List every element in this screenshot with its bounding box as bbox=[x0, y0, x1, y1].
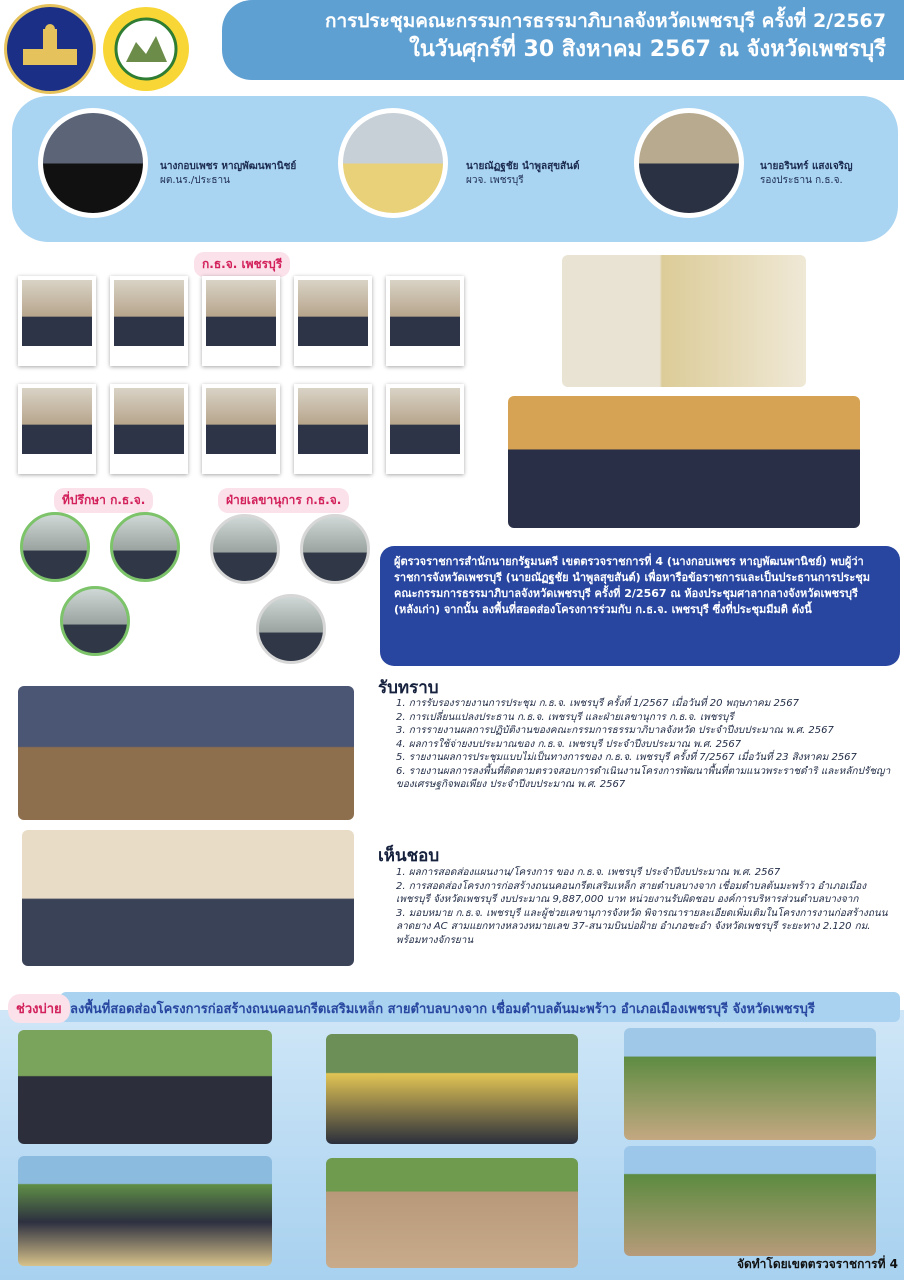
afternoon-banner: ลงพื้นที่สอดส่องโครงการก่อสร้างถนนคอนกรีตเสริมเหล็ก สายตำบลบางจาก เชื่อมตำบลต้นมะพร้าว อำเภอเมืองเพชรบุรี จังหวัดเพชรบุรี bbox=[60, 992, 900, 1022]
acknowledged-heading: รับทราบ bbox=[378, 678, 439, 698]
acknowledged-item: 2. การเปลี่ยนแปลงประธาน ก.ธ.จ. เพชรบุรี และฝ่ายเลขานุการ ก.ธ.จ. เพชรบุรี bbox=[396, 711, 734, 723]
chair-caption-1 bbox=[160, 160, 296, 188]
acknowledged-list bbox=[382, 697, 892, 792]
committee-photo bbox=[18, 276, 96, 366]
header-title bbox=[222, 0, 904, 80]
approved-heading: เห็นชอบ bbox=[378, 846, 440, 866]
approved-list bbox=[382, 866, 892, 947]
site-photo bbox=[18, 1030, 272, 1144]
footer-credit: จัดทำโดยเขตตรวจราชการที่ 4 bbox=[736, 1257, 898, 1271]
committee-photo bbox=[386, 276, 464, 366]
logo-ministry bbox=[4, 4, 96, 94]
meeting-photo-handover bbox=[562, 255, 806, 387]
site-photo bbox=[326, 1158, 578, 1268]
chair-role-2: ผวจ. เพชรบุรี bbox=[466, 175, 524, 186]
title-line-1: การประชุมคณะกรรมการธรรมาภิบาลจังหวัดเพชรบุรี ครั้งที่ 2/2567 bbox=[324, 10, 886, 32]
approved-item: 2. การสอดส่องโครงการก่อสร้างถนนคอนกรีตเสริมเหล็ก สายตำบลบางจาก เชื่อมตำบลต้นมะพร้าว อำเภอเมืองเพชรบุรี จังหวัดเพชรบุรี งบประมาณ 9,887,000 บาท หน่วยงานรับผิดชอบ องค์การบริหารส่วนตำบลบางจาก bbox=[396, 880, 867, 905]
logo-phetchaburi bbox=[100, 4, 192, 94]
committee-photo bbox=[294, 276, 372, 366]
approved-item: 1. ผลการสอดส่องแผนงาน/โครงการ ของ ก.ธ.จ. เพชรบุรี ประจำปีงบประมาณ พ.ศ. 2567 bbox=[396, 867, 781, 878]
advisor-photo bbox=[110, 512, 180, 582]
site-photo bbox=[326, 1034, 578, 1144]
chair-photo-1 bbox=[38, 108, 148, 218]
chair-caption-2 bbox=[466, 160, 580, 188]
chair-role-3: รองประธาน ก.ธ.จ. bbox=[760, 175, 843, 186]
title-line-2: ในวันศุกร์ที่ 30 สิงหาคม 2567 ณ จังหวัดเพชรบุรี bbox=[409, 37, 886, 62]
committee-photo bbox=[386, 384, 464, 474]
chair-photo-2 bbox=[338, 108, 448, 218]
committee-photo bbox=[202, 384, 280, 474]
committee-photo bbox=[202, 276, 280, 366]
meeting-room-photo-1 bbox=[18, 686, 354, 820]
chair-name-3: นายอรินทร์ แสงเจริญ bbox=[760, 161, 853, 172]
acknowledged-item: 3. การรายงานผลการปฏิบัติงานของคณะกรรมการธรรมาภิบาลจังหวัด ประจำปีงบประมาณ พ.ศ. 2567 bbox=[396, 725, 834, 736]
secretariat-photo bbox=[210, 514, 280, 584]
summary-box: ผู้ตรวจราชการสำนักนายกรัฐมนตรี เขตตรวจราชการที่ 4 (นางกอบเพชร หาญพัฒนพานิชย์) พบผู้ว่าราชการจังหวัดเพชรบุรี (นายณัฏฐชัย นำพูลสุขสันต์) เพื่อหารือข้อราชการและเป็นประธานการประชุมคณะกรรมการธรรมาภิบาลจังหวัดเพชรบุรี ครั้งที่ 2/2567 ณ ห้องประชุมศาลากลางจังหวัดเพชรบุรี (หลังเก่า) จากนั้น ลงพื้นที่สอดส่องโครงการร่วมกับ ก.ธ.จ. เพชรบุรี ซึ่งที่ประชุมมีมติ ดังนี้ bbox=[380, 546, 900, 666]
committee-label: ก.ธ.จ. เพชรบุรี bbox=[194, 252, 290, 277]
committee-photo bbox=[18, 384, 96, 474]
chair-name-2: นายณัฏฐชัย นำพูลสุขสันต์ bbox=[466, 161, 580, 172]
secretariat-photo bbox=[300, 514, 370, 584]
chair-caption-3 bbox=[760, 160, 853, 188]
chair-role-1: ผต.นร./ประธาน bbox=[160, 175, 230, 186]
acknowledged-item: 1. การรับรองรายงานการประชุม ก.ธ.จ. เพชรบุรี ครั้งที่ 1/2567 เมื่อวันที่ 20 พฤษภาคม 2567 bbox=[396, 698, 799, 709]
secretariat-label: ฝ่ายเลขานุการ ก.ธ.จ. bbox=[218, 488, 349, 513]
chair-name-1: นางกอบเพชร หาญพัฒนพานิชย์ bbox=[160, 161, 297, 172]
advisor-photo bbox=[20, 512, 90, 582]
group-photo bbox=[508, 396, 860, 528]
site-photo bbox=[624, 1028, 876, 1140]
approved-item: 3. มอบหมาย ก.ธ.จ. เพชรบุรี และผู้ช่วยเลขานุการจังหวัด พิจารณารายละเอียดเพิ่มเติมในโครงการงานก่อสร้างถนนลาดยาง AC สามแยกทางหลวงหมายเลข 37-สนามบินบ่อฝ้าย อำเภอชะอำ จังหวัดเพชรบุรี ระยะทาง 2.120 กม. พร้อมทางจักรยาน bbox=[396, 907, 888, 946]
committee-photo bbox=[110, 384, 188, 474]
acknowledged-item: 6. รายงานผลการลงพื้นที่ติดตามตรวจสอบการดำเนินงานโครงการพัฒนาพื้นที่ตามแนวพระราชดำริ และหลักปรัชญาของเศรษฐกิจพอเพียง ประจำปีงบประมาณ พ.ศ. 2567 bbox=[396, 765, 891, 790]
acknowledged-item: 4. ผลการใช้จ่ายงบประมาณของ ก.ธ.จ. เพชรบุรี ประจำปีงบประมาณ พ.ศ. 2567 bbox=[396, 738, 742, 750]
acknowledged-item: 5. รายงานผลการประชุมแบบไม่เป็นทางการของ ก.ธ.จ. เพชรบุรี ครั้งที่ 7/2567 เมื่อวันที่ 23 สิงหาคม 2567 bbox=[396, 752, 857, 763]
meeting-room-photo-2 bbox=[22, 830, 354, 966]
advisors-label: ที่ปรึกษา ก.ธ.จ. bbox=[54, 488, 153, 513]
committee-photo bbox=[294, 384, 372, 474]
site-photo bbox=[18, 1156, 272, 1266]
advisor-photo bbox=[60, 586, 130, 656]
afternoon-tag: ช่วงบ่าย bbox=[8, 994, 70, 1023]
chair-photo-3 bbox=[634, 108, 744, 218]
committee-photo bbox=[110, 276, 188, 366]
site-photo bbox=[624, 1146, 876, 1256]
secretariat-photo bbox=[256, 594, 326, 664]
